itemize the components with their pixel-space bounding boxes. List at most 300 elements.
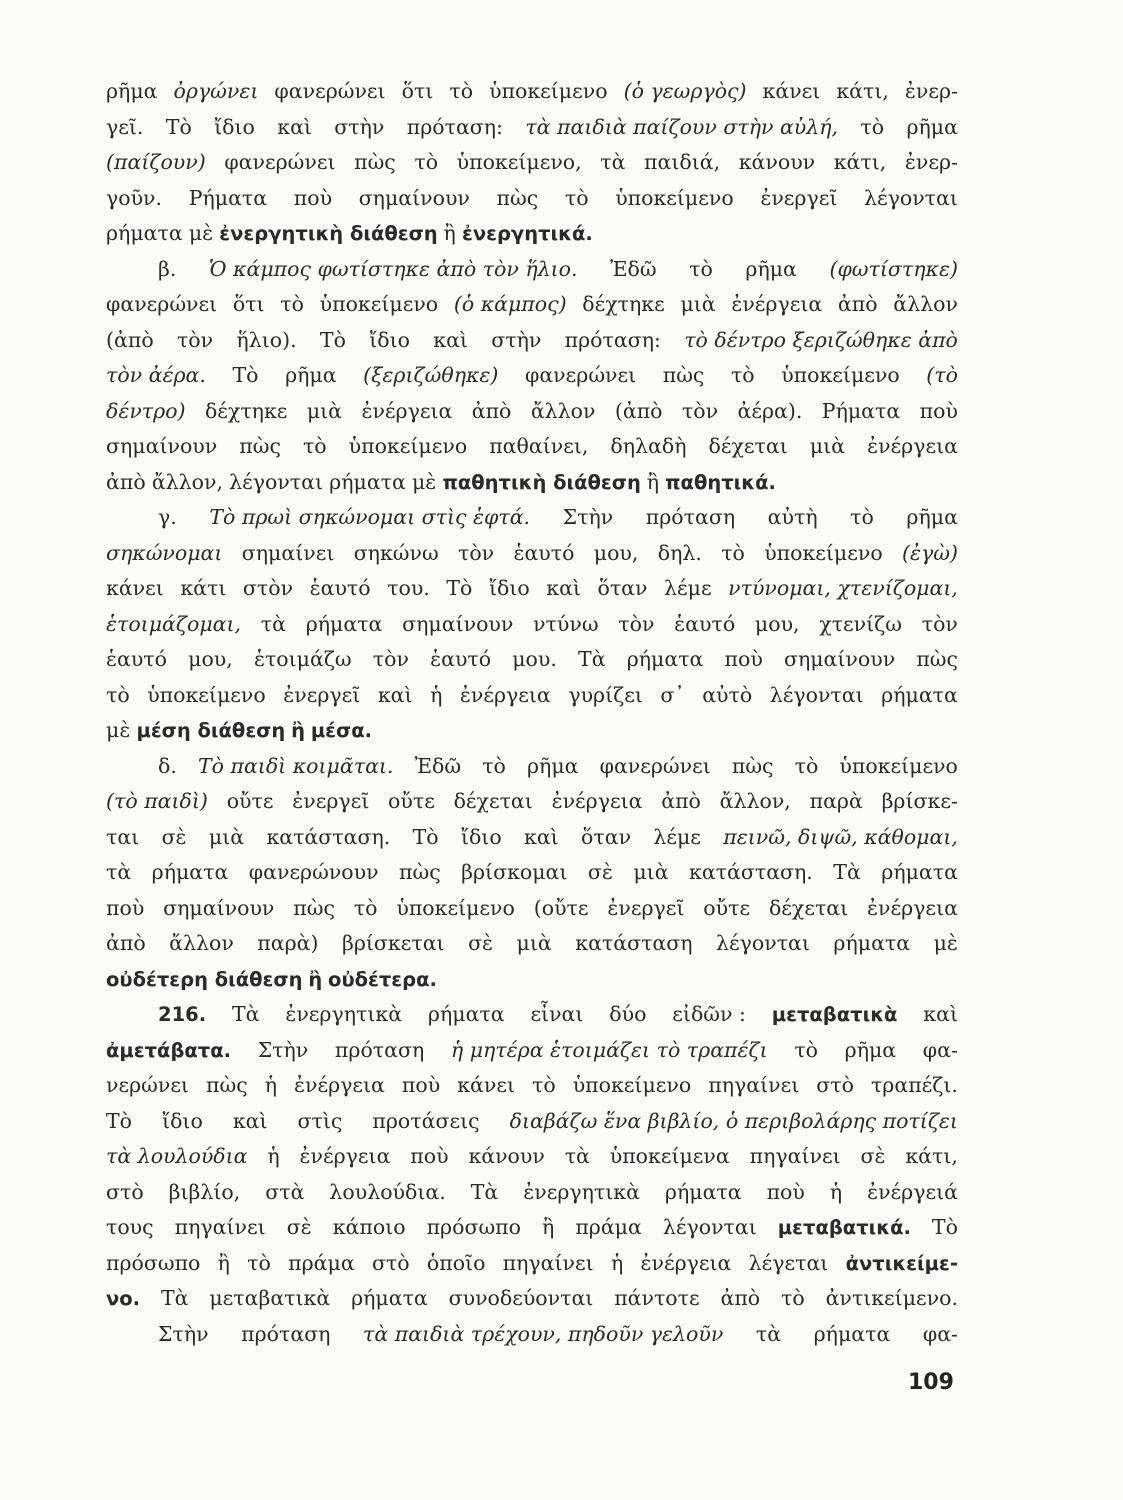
word: σημαίνουν [163,895,275,920]
word: ἡ [829,1179,843,1204]
word: ρῆμα [106,79,158,103]
word: πὼς [354,150,396,174]
word: τὸ [532,1073,556,1097]
word: σημαίνουν [783,647,896,671]
word: ρήματα [626,647,704,671]
word: Τὸ [165,114,192,139]
word: ἐνέργεια [867,895,958,920]
word: πὼς [206,1073,248,1097]
word: αὐτὸ [702,682,753,707]
word: ἐνέργεια [867,434,958,458]
word: φανερώνει [524,363,637,387]
word: κατάσταση [575,931,693,955]
word: κατάσταση. [689,860,813,884]
italic-example: ἑτοιμάζομαι, [106,611,242,636]
word: τὸ [860,114,885,139]
word: μὲ [933,931,958,955]
word: ἴδιο [369,327,410,352]
bold-term: μέση διάθεση [136,719,286,742]
word: στὰ [265,1179,305,1204]
italic-example: τὸ δέντρο ξεριζώθηκε ἀπὸ [684,327,958,352]
word: σὲ [286,1215,312,1239]
text-line [106,784,958,820]
word: τὰ [755,1321,782,1346]
page-number: 109 [908,1370,954,1395]
text-line [106,181,958,217]
word: τὸ [730,363,755,387]
word: Τὸ [106,1108,133,1133]
word: φα- [922,1037,958,1062]
text-line [106,678,958,714]
italic-example: (φωτίστηκε) [829,256,958,281]
word: μὲ [106,718,131,742]
word: πρόσωπο [106,1250,201,1275]
word: ρήματα [106,221,183,245]
text-line [106,571,958,607]
word: μιὰ [516,931,552,955]
word: ρήματα [351,1286,428,1310]
word: τὸ [449,79,474,103]
italic-example: Ὁ κάμπος φωτίστηκε ἀπὸ τὸν ἥλιο. [208,256,578,281]
word: ἢ [542,1215,555,1239]
text-line [106,962,958,998]
word: Στὴν [257,1037,309,1062]
italic-example: δέντρο) [106,398,186,423]
text-line [106,394,958,430]
italic-example: (τὸ [926,363,958,387]
word: τὸ [482,753,506,778]
bold-term: οὐδέτερα. [328,967,437,991]
word: χτενίζω [819,611,903,636]
word: ται [106,824,140,849]
text-line [106,1281,958,1317]
word: δηλαδὴ [610,434,687,458]
word: λέμε [653,824,701,849]
word: ἐνερ- [904,79,958,103]
word: δέχεται [453,789,533,813]
word: πηγαίνει [708,1073,800,1097]
text-line [106,1139,958,1175]
word: βρίσκομαι [461,860,568,884]
word: πρόταση [241,1321,331,1346]
word: παιδιά, [644,150,721,174]
word: ρῆμα [906,505,958,529]
word: τὸ [302,434,327,458]
word: καὶ [546,576,581,600]
italic-example: διαβάζω ἕνα βιβλίο, ὁ περιβολάρης ποτίζει [509,1108,958,1133]
word: αὐτὴ [767,505,818,529]
word: πὼς [662,363,705,387]
word: ρῆμα [844,1037,897,1062]
text-line [106,997,958,1033]
word: στὸ [106,1179,144,1204]
word: λέγονται [716,931,810,955]
word: πὼς [496,185,539,210]
word: στὸν [242,576,294,600]
word: τραπέζι. [870,1073,958,1097]
text-line [106,891,958,927]
word: δύο [609,1002,647,1026]
word: Τὰ [231,1002,260,1026]
word: γοῦν. [106,185,163,210]
text-line [106,1210,958,1246]
word: προτάσεις [372,1108,480,1133]
italic-example: τὰ παιδιὰ τρέχουν, πηδοῦν γελοῦν [363,1321,724,1346]
word: ὑποκείμενο [319,292,439,316]
bold-term: μεταβατικὰ [771,1003,898,1026]
word: παρὰ [809,789,863,813]
word: β. [158,256,177,281]
text-line [106,749,958,785]
italic-example: Τὸ παιδὶ κοιμᾶται. [197,753,394,778]
word: μου, [754,611,800,636]
word: σὲ [161,824,187,849]
word: Τὸ [412,824,439,849]
word: τὰ [260,611,286,636]
word: λέγονται [864,185,958,210]
word: λουλούδια. [329,1179,446,1204]
word: ἐνέργεια [640,1250,732,1275]
word: εἶναι [530,1002,584,1026]
word: συνοδεύονται [448,1286,594,1310]
italic-example: (ξεριζώθηκε) [363,363,499,387]
word: λέγεται [748,1250,829,1275]
word: τὸν [618,611,655,636]
word: ἑαυτό [430,647,492,671]
word: ὑποκείμενο [615,185,734,210]
bold-term: ἢ [308,967,323,991]
word: ἄλλον, [151,469,223,494]
word: πηγαίνει [174,1215,266,1239]
word: καὶ [433,327,468,352]
word: σημαίνουν [402,611,514,636]
bold-term: μεταβατικά. [777,1216,911,1239]
word: ἢ [646,469,659,494]
word: πὼς [239,434,281,458]
word: ποὺ [724,647,763,671]
word: κατάσταση. [266,824,391,849]
word: ποὺ [293,185,333,210]
word: δέχτηκε [204,398,288,423]
word: κάνει [457,1073,515,1097]
word: κάνει [762,79,821,103]
word: κάνουν [738,150,816,174]
word: κάνει [106,576,164,600]
text-line [106,145,958,181]
word: πὼς [399,860,441,884]
word: ὅταν [597,576,648,600]
word: ρήματα [151,860,229,884]
word: Στὴν [158,1321,209,1346]
text-line [106,465,958,501]
italic-example: (ὁ γεωργὸς) [623,79,747,103]
word: πὼς [916,647,958,671]
word: ἢ [443,221,456,245]
word: ὑποκείμενο [764,540,883,565]
word: ἴδιο [214,114,255,139]
word: ποὺ [401,1073,441,1097]
word: ἄλλον, [719,789,791,813]
word: καὶ [232,1108,268,1133]
word: στὶς [297,1108,343,1133]
word: μιὰ [809,434,846,458]
word: ποὺ [919,398,958,423]
word: ρήματα [305,611,383,636]
word: γ. [158,505,177,529]
italic-example: (τὸ παιδὶ) [106,789,208,813]
word: δ. [158,753,177,778]
word: ἐνέργεια [361,398,453,423]
word: ἐνέργεια [299,1144,391,1168]
word: καὶ [377,682,413,707]
word: καὶ [524,824,559,849]
word: σ᾽ [660,682,685,707]
word: κάτι, [836,79,889,103]
word: τὸ [106,682,130,707]
word: τὸν [921,611,958,636]
word: ἑαυτό [106,647,167,671]
word: Τὰ [833,860,861,884]
bold-term: παθητικά. [665,470,776,494]
word: (ἀπὸ [614,398,663,423]
word: ἐνέργεια [551,789,643,813]
word: πρόταση: [564,327,661,352]
text-line [106,1317,958,1353]
word: ἐνέργεια [459,682,551,707]
word: σημαίνουν [106,434,218,458]
word: Ἐδῶ [414,753,462,778]
word: ἡ [267,1144,280,1168]
text-line [106,1068,958,1104]
word: ὑποκείμενο [147,682,266,707]
bold-term: νο. [106,1287,141,1310]
word: πράμα [288,1250,355,1275]
word: Τὰ [160,1286,189,1310]
word: κάνουν [468,1144,545,1168]
word: ὅτι [232,292,265,316]
word: ἐνεργεῖ [760,185,838,210]
word: ἐνεργεῖ [283,682,361,707]
word: ρῆμα [526,753,579,778]
word: τὸ [689,256,713,281]
word: σὲ [587,860,613,884]
word: ἑαυτό [513,540,575,565]
word: παρὰ) [257,931,319,955]
word: Τὸ [931,1215,958,1239]
word: οὔτε [226,789,274,813]
word: μὲ [411,469,437,494]
word: ποὺ [410,1144,449,1168]
word: πράμα [575,1215,642,1239]
word: τὰ [564,1144,590,1168]
word: ἄλλον [530,398,596,423]
word: σηκώνω [353,540,439,565]
word: (ἀπὸ [106,327,154,352]
bold-term: ἀντικείμε- [845,1251,958,1275]
word: ρήματα [881,682,958,707]
word: ὑποκείμενο, [456,150,582,174]
word: ὑποκείμενο [348,434,468,458]
italic-example: τὰ λουλούδια [106,1144,248,1168]
word: ἢ [217,1250,230,1275]
word: ρήματα [833,931,911,955]
word: τὸν [372,647,409,671]
word: ἀπὸ [471,398,512,423]
word: ἐνερ- [904,150,958,174]
word: ἀέρα). [737,398,803,423]
bold-term: μέσα. [310,719,373,742]
word: πηγαίνει [749,1144,841,1168]
italic-example: ὀργώνει [173,79,259,103]
word: τὸ [721,540,745,565]
text-line [106,642,958,678]
word: ἐνεργητικὰ [523,1179,640,1204]
italic-example: τὸν ἀέρα. [106,363,206,387]
word: ἀντικείμενο. [825,1286,958,1310]
bold-term: ἀμετάβατα. [106,1038,232,1062]
word: ρῆμα [906,114,958,139]
word: δέχεται [708,434,788,458]
word: ἑαυτό [674,611,736,636]
word: φανερώνει [224,150,336,174]
word: ρήματα [427,1002,505,1026]
word: πὼς [731,753,774,778]
word: στὸ [371,1250,410,1275]
word: ρήματα [329,469,406,494]
italic-example: (παίζουν) [106,150,206,174]
word: πρόταση [645,505,736,529]
word: εἰδῶν : [672,1002,746,1026]
word: Τὸ [446,576,473,600]
word: Στὴν [562,505,614,529]
word: ρήματα [813,1321,891,1346]
word: ἄλλον [169,931,234,955]
word: Ρήματα [821,398,901,423]
text-line [106,820,958,856]
word: ἡ [430,682,443,707]
word: τὸ [794,1037,818,1062]
text-line [106,287,958,323]
word: τὸ [850,505,874,529]
word: βιβλίο, [168,1179,241,1204]
word: βρίσκεται [341,931,445,955]
word: τὸν [681,398,719,423]
word: σημαίνουν [358,185,470,210]
italic-example: (ὁ κάμπος) [453,292,567,316]
text-line [106,358,958,394]
word: ἴδιο [488,576,530,600]
italic-example: ντύνομαι, χτενίζομαι, [728,576,958,600]
italic-example: τὰ παιδιὰ παίζουν στὴν αὐλή, [525,114,839,139]
word: στὸ [816,1073,854,1097]
text-line [106,74,958,110]
word: Τὰ [578,647,606,671]
word: οὔτε [703,895,751,920]
text-line [106,926,958,962]
word: τὸ [414,150,439,174]
word: μιὰ [633,860,669,884]
word: ἀπὸ [106,931,146,955]
word: παθαίνει, [489,434,589,458]
word: του. [387,576,430,600]
word: νερώνει [106,1073,189,1097]
word: τὸ [247,1250,271,1275]
word: Ρήματα [188,185,268,210]
word: κάποιο [332,1215,406,1239]
word: μου, [593,540,639,565]
word: ἐνέργεια [294,1073,385,1097]
text-line [106,1246,958,1282]
word: τὸ [564,185,589,210]
word: φανερώνει [274,79,386,103]
word: ἡ [610,1250,624,1275]
word: ὑποκείμενα [609,1144,730,1168]
text-line [106,1033,958,1069]
word: ὑποκείμενο [396,895,515,920]
word: Τὸ [232,363,259,387]
word: φα- [922,1321,958,1346]
word: στὴν [491,327,542,352]
bold-term: ἐνεργητικὴ διάθεση [219,222,438,245]
word: ἄλλον [893,292,958,316]
word: πρόταση: [406,114,503,139]
word: κάτι [180,576,227,600]
word: ὑποκείμενο [489,79,608,103]
word: ἀπὸ [106,469,146,494]
word: ἐνεργεῖ [607,895,685,920]
word: κάτι, [833,150,887,174]
word: φανερώνει [106,292,218,316]
word: τους [106,1215,154,1239]
italic-example: ἡ μητέρα ἑτοιμάζει τὸ τραπέζι [450,1037,768,1062]
text-line [106,216,958,252]
word: ρῆμα [285,363,337,387]
text-line [106,1175,958,1211]
word: ὅτι [401,79,434,103]
word: λέγονται [229,469,324,494]
word: σημαίνει [241,540,335,565]
text-line [106,855,958,891]
word: φανερώνει [599,753,711,778]
bold-term: 216. [158,1003,207,1026]
text-line [106,607,958,643]
word: ντύνω [533,611,599,636]
word: πρόσωπο [426,1215,521,1239]
text-line [106,536,958,572]
word: τὸ [353,895,378,920]
word: καὶ [277,114,312,139]
word: μιὰ [306,398,343,423]
word: φανερώνουν [248,860,379,884]
word: Τὸ [319,327,346,352]
word: λέγονται [769,682,864,707]
word: ἑτοιμάζω [253,647,352,671]
word: ἴδιο [460,824,502,849]
word: ἴδιο [162,1108,203,1133]
word: ὅταν [581,824,632,849]
word: κάτι, [905,1144,958,1168]
word: τὸ [794,753,819,778]
word: ἐνεργητικὰ [285,1002,403,1026]
page-body-text [106,74,958,1352]
word: μὲ [188,221,214,245]
word: τὸν [176,327,214,352]
word: ἑαυτό [309,576,371,600]
word: τὸ [781,1286,805,1310]
word: ἐνέργειά [867,1179,958,1204]
word: δηλ. [657,540,702,565]
italic-example: (ἐγὼ) [902,540,958,565]
